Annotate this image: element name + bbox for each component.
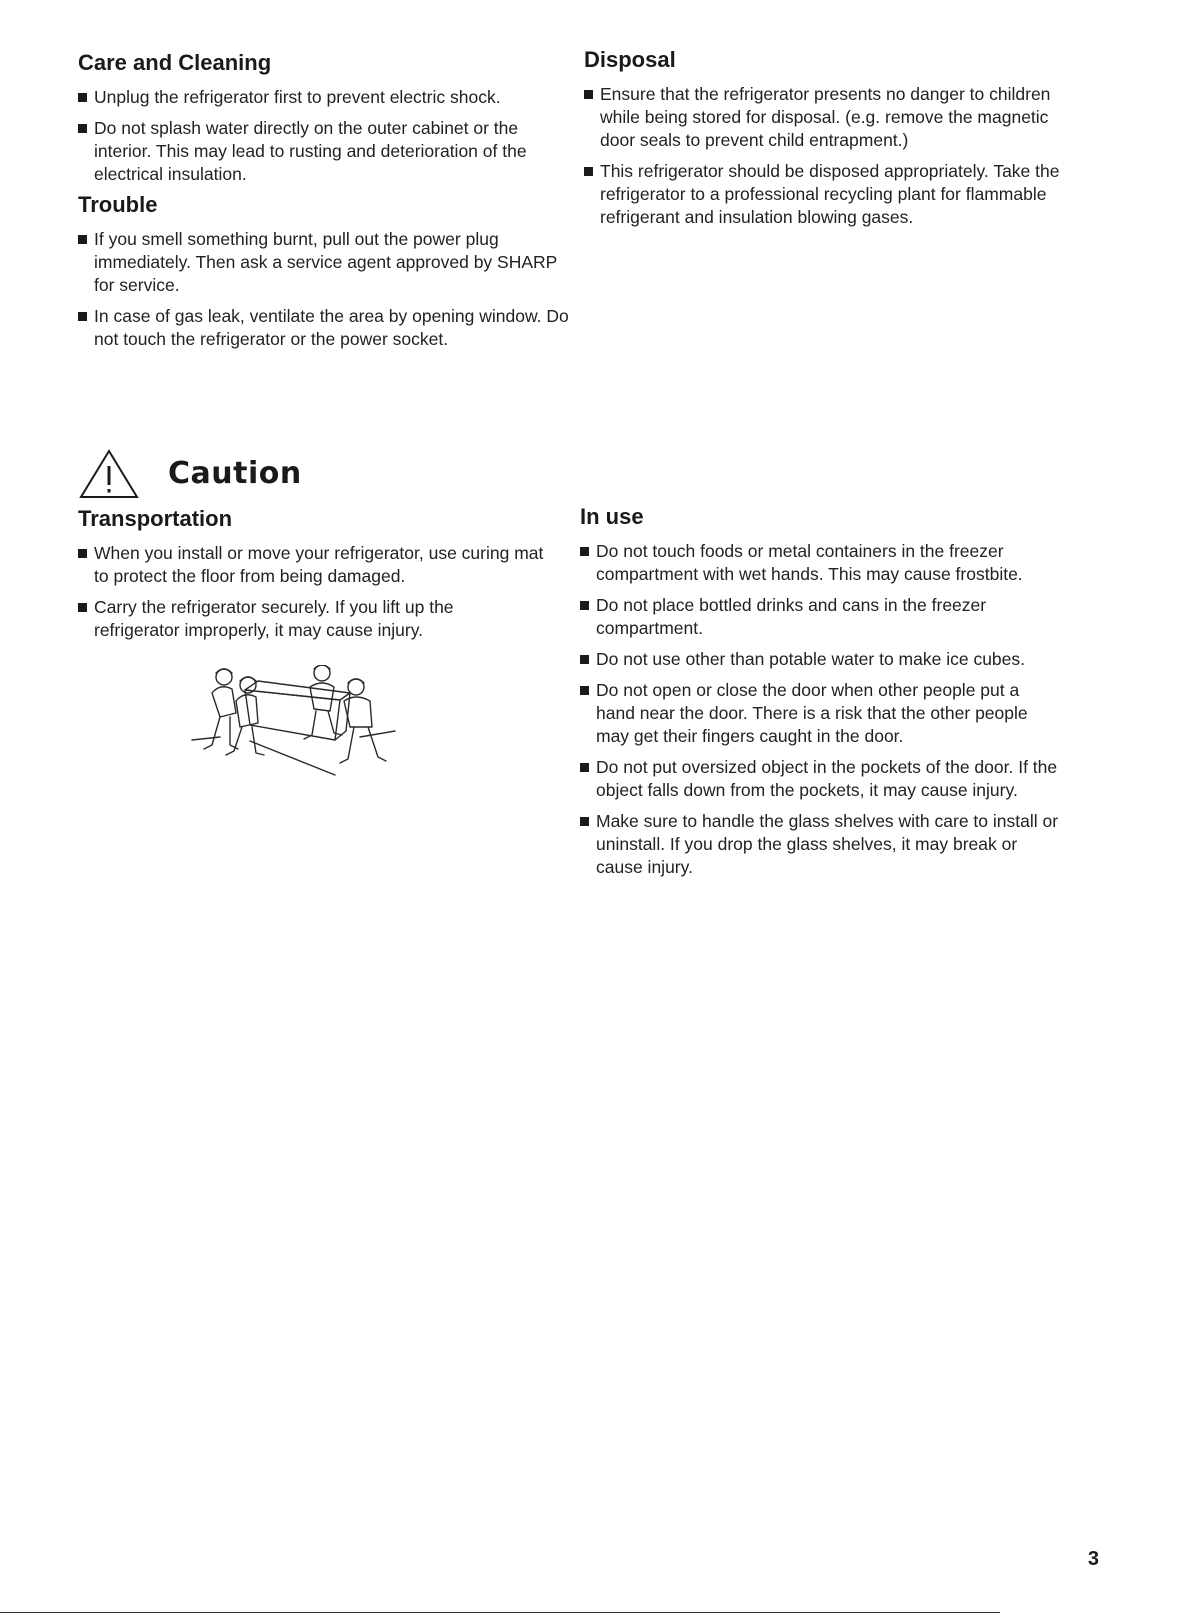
- list-item: Ensure that the refrigerator presents no danger to children while being stored for disposal. (e.g. remove the magnetic door seals to prevent child entrapment.): [584, 83, 1064, 152]
- footer-divider: [0, 1612, 1000, 1613]
- bullet-square-icon: [580, 601, 589, 610]
- list-item: Carry the refrigerator securely. If you lift up the refrigerator improperly, it may cause injury.: [78, 596, 534, 642]
- list-item: In case of gas leak, ventilate the area by opening window. Do not touch the refrigerator or the power socket.: [78, 305, 578, 351]
- list-item: Do not use other than potable water to make ice cubes.: [580, 648, 1060, 671]
- bullet-square-icon: [78, 235, 87, 244]
- list-item: Unplug the refrigerator first to prevent electric shock.: [78, 86, 568, 109]
- bullet-square-icon: [78, 603, 87, 612]
- disposal-title: Disposal: [584, 47, 676, 72]
- bullet-square-icon: [580, 547, 589, 556]
- carrying-refrigerator-illustration: [190, 665, 400, 785]
- trouble-list: [78, 228, 578, 351]
- disposal-section: [584, 47, 1064, 237]
- list-item: When you install or move your refrigerator, use curing mat to protect the floor from being damaged.: [78, 542, 548, 588]
- list-item: Do not splash water directly on the outer cabinet or the interior. This may lead to rusting and deterioration of the electrical insulation.: [78, 117, 568, 186]
- list-item: Do not open or close the door when other people put a hand near the door. There is a risk that the other people may get their fingers caught in the door.: [580, 679, 1060, 748]
- care-title: Care and Cleaning: [78, 50, 272, 75]
- caution-title: Caution: [168, 456, 302, 491]
- disposal-list: [584, 83, 1064, 229]
- bullet-square-icon: [584, 90, 593, 99]
- bullet-square-icon: [584, 167, 593, 176]
- in-use-title: In use: [580, 504, 644, 529]
- bullet-square-icon: [78, 124, 87, 133]
- list-item: Do not put oversized object in the pockets of the door. If the object falls down from the pockets, it may cause injury.: [580, 756, 1060, 802]
- transportation-title: Transportation: [78, 506, 233, 531]
- list-item: Do not place bottled drinks and cans in the freezer compartment.: [580, 594, 1060, 640]
- transportation-list: [78, 542, 548, 642]
- in-use-list: [580, 540, 1060, 879]
- care-list: [78, 86, 568, 186]
- bullet-square-icon: [78, 93, 87, 102]
- in-use-section: [580, 504, 1060, 887]
- bullet-square-icon: [580, 686, 589, 695]
- care-section: [78, 50, 568, 194]
- list-item: If you smell something burnt, pull out the power plug immediately. Then ask a service agent approved by SHARP for service.: [78, 228, 578, 297]
- bullet-square-icon: [78, 549, 87, 558]
- bullet-square-icon: [580, 763, 589, 772]
- bullet-square-icon: [580, 655, 589, 664]
- list-item: Do not touch foods or metal containers in the freezer compartment with wet hands. This may cause frostbite.: [580, 540, 1060, 586]
- bullet-square-icon: [78, 312, 87, 321]
- warning-triangle-icon: [78, 448, 140, 500]
- trouble-section: [78, 192, 578, 359]
- transportation-section: [78, 506, 548, 650]
- trouble-title: Trouble: [78, 192, 158, 217]
- list-item: Make sure to handle the glass shelves with care to install or uninstall. If you drop the glass shelves, it may break or cause injury.: [580, 810, 1060, 879]
- bullet-square-icon: [580, 817, 589, 826]
- list-item: This refrigerator should be disposed appropriately. Take the refrigerator to a professional recycling plant for flammable refrigerant and insulation blowing gases.: [584, 160, 1064, 229]
- page-number: 3: [1087, 1548, 1099, 1570]
